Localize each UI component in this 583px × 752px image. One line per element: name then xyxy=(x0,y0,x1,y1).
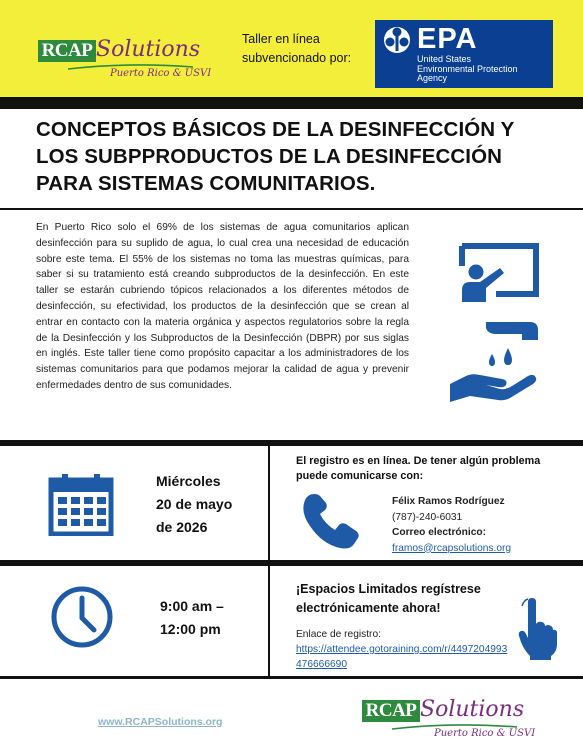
event-time xyxy=(160,595,224,641)
contact-email-label: Correo electrónico: xyxy=(392,527,486,538)
epa-agency-line-2: Environmental Protection xyxy=(417,63,518,74)
time-end: 12:00 pm xyxy=(160,621,221,637)
epa-wordmark: EPA xyxy=(417,23,478,55)
title-line-3: PARA SISTEMAS COMUNITARIOS. xyxy=(36,172,376,195)
epa-flower-icon xyxy=(381,25,413,55)
date-year: de 2026 xyxy=(156,519,208,535)
limited-seats-heading: ¡Espacios Limitados regístrese electrónicamente ahora! xyxy=(296,582,481,615)
phone-icon xyxy=(300,490,362,552)
epa-agency-line-3: Agency xyxy=(417,73,448,83)
registration-link-label: Enlace de registro: xyxy=(296,629,381,640)
sponsor-line-1: Taller en línea xyxy=(242,32,320,46)
calendar-icon xyxy=(48,472,114,536)
contact-email-link[interactable]: framos@rcapsolutions.org xyxy=(392,542,512,554)
rcap-logo-footer-script: Solutions xyxy=(420,697,525,722)
rcap-logo xyxy=(38,37,212,92)
description-paragraph: En Puerto Rico solo el 69% de los sistemas de agua comunitarios aplican desinfección para su suplido de agua, lo cual crea una necesidad de educación sobre este tema. El 55% de los sistemas no toma las muestras químicas, para saber si su tratamiento está creando subproductos de la desinfección. En este taller se estarán cubriendo tópicos relacionados a los diferentes métodos de desinfección, su efectividad, los productos de la desinfección que se crean al entrar en contacto con la materia orgánica y aspectos regulatorios sobre la regla de la Desinfección y los Subproductos de la Desinfección (DBPR) por sus siglas en inglés. Este taller tiene como propósito capacitar a los administradores de los sistemas comunitarios para que podamos mejorar la calidad de agua y prevenir enfermedades dentro de sus comunidades. xyxy=(36,222,409,391)
title-line-1: CONCEPTOS BÁSICOS DE LA DESINFECCIÓN Y xyxy=(36,118,515,141)
section-divider-1 xyxy=(0,440,583,446)
vertical-divider-1 xyxy=(268,446,270,560)
rcap-logo-script: Solutions xyxy=(96,37,201,62)
epa-agency-name xyxy=(417,55,518,84)
date-day-month: 20 de mayo xyxy=(156,496,233,512)
rcap-logo-box: RCAP xyxy=(38,40,96,62)
rcap-logo-footer-box: RCAP xyxy=(362,700,420,722)
contact-details xyxy=(392,494,511,556)
section-divider-2 xyxy=(0,560,583,566)
sponsor-line-2: subvencionado por: xyxy=(242,51,352,65)
pointing-hand-icon xyxy=(518,598,558,660)
rcap-logo-footer-subtitle: Puerto Rico & USVI xyxy=(434,728,536,739)
epa-agency-line-1: United States xyxy=(417,54,472,64)
presentation-board-icon xyxy=(456,242,542,304)
clock-icon xyxy=(50,585,114,649)
rcap-logo-subtitle: Puerto Rico & USVI xyxy=(110,68,212,79)
event-date xyxy=(156,470,232,539)
registration-link[interactable]: https://attendee.gotoraining.com/r/4497204993476666690 xyxy=(296,644,508,670)
page-title xyxy=(36,116,556,197)
time-start: 9:00 am – xyxy=(160,598,224,614)
section-divider-3 xyxy=(0,676,583,679)
contact-phone: (787)-240-6031 xyxy=(392,511,463,523)
title-divider xyxy=(0,208,583,210)
contact-name: Félix Ramos Rodríguez xyxy=(392,496,505,507)
sponsor-text xyxy=(242,30,351,68)
vertical-divider-2 xyxy=(268,566,270,676)
rcap-logo-footer xyxy=(362,697,536,752)
header-divider xyxy=(0,97,583,109)
title-line-2: LOS SUBPPRODUCTOS DE LA DESINFECCIÓN xyxy=(36,145,503,168)
epa-logo xyxy=(375,20,553,88)
hand-water-faucet-icon xyxy=(448,318,540,402)
registration-note: El registro es en línea. De tener algún problema puede comunicarse con: xyxy=(296,455,541,482)
website-link[interactable]: www.RCAPSolutions.org xyxy=(98,716,223,728)
registration-link-block xyxy=(296,627,511,672)
date-weekday: Miércoles xyxy=(156,473,221,489)
